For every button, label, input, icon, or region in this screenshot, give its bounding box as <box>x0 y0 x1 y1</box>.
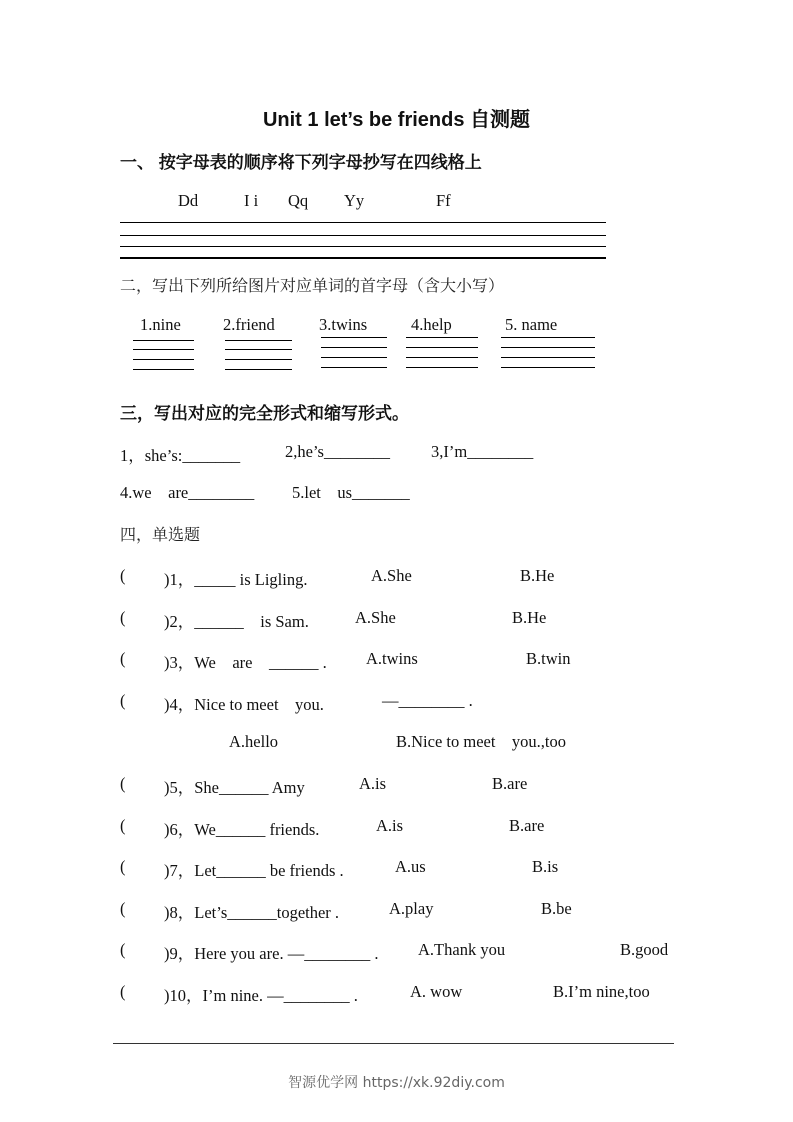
option-b: B.be <box>541 899 572 918</box>
option-a: A.Thank you <box>418 940 506 959</box>
question-stem: )9，Here you are. —________ . <box>164 944 379 963</box>
contraction-1: 1，she’s:_______ <box>120 446 241 465</box>
section1-heading: 一、 按字母表的顺序将下列字母抄写在四线格上 <box>120 153 482 172</box>
section4-heading: 四，单选题 <box>120 525 201 544</box>
word-help: 4.help <box>411 315 452 334</box>
word-nine: 1.nine <box>140 315 181 334</box>
option-b: B.are <box>509 816 545 835</box>
option-a: A.play <box>389 899 434 918</box>
option-a: A.twins <box>366 649 418 668</box>
question-stem: )4，Nice to meet you. <box>164 695 324 714</box>
option-b: B.He <box>512 608 547 627</box>
answer-paren: ( <box>120 649 126 668</box>
option-b: B.are <box>492 774 528 793</box>
section3-heading: 三，写出对应的完全形式和缩写形式。 <box>120 404 409 423</box>
word-friend: 2.friend <box>223 315 275 334</box>
answer-paren: ( <box>120 940 126 959</box>
option-a: A.hello <box>229 732 279 751</box>
word-name: 5. name <box>505 315 558 334</box>
letter-yy: Yy <box>344 191 365 210</box>
contraction-2: 2,he’s________ <box>285 442 390 461</box>
question-stem: )3，We are ______ . <box>164 653 327 672</box>
option-b: B.good <box>620 940 669 959</box>
question-stem: )6，We______ friends. <box>164 820 320 839</box>
question-stem: )2，______ is Sam. <box>164 612 309 631</box>
footer-watermark: 智源优学网 https://xk.92diy.com <box>288 1075 505 1091</box>
question-stem: )1，_____ is Ligling. <box>164 570 308 589</box>
option-b: B.I’m nine,too <box>553 982 650 1001</box>
contraction-4: 4.we are________ <box>120 483 255 502</box>
question-stem: )10，I’m nine. —________ . <box>164 986 358 1005</box>
footer-rule <box>113 1043 674 1044</box>
question-stem: )7，Let______ be friends . <box>164 861 344 880</box>
answer-paren: ( <box>120 899 126 918</box>
contraction-5: 5.let us_______ <box>292 483 410 502</box>
page-title: Unit 1 let’s be friends 自测题 <box>262 109 531 131</box>
letter-qq: Qq <box>288 191 309 210</box>
letter-dd: Dd <box>178 191 199 210</box>
option-b: B.Nice to meet you.,too <box>396 732 567 751</box>
question-stem: )8，Let’s______together . <box>164 903 340 922</box>
option-a: A.is <box>376 816 404 835</box>
answer-paren: ( <box>120 982 126 1001</box>
option-b: B.is <box>532 857 559 876</box>
contraction-3: 3,I’m________ <box>431 442 534 461</box>
response-blank: —________ . <box>382 691 473 710</box>
answer-paren: ( <box>120 566 126 585</box>
question-stem: )5，She______ Amy <box>164 778 305 797</box>
answer-paren: ( <box>120 816 126 835</box>
letter-ff: Ff <box>436 191 451 210</box>
answer-paren: ( <box>120 691 126 710</box>
answer-paren: ( <box>120 857 126 876</box>
option-a: A.is <box>359 774 387 793</box>
answer-paren: ( <box>120 774 126 793</box>
word-twins: 3.twins <box>319 315 368 334</box>
option-b: B.He <box>520 566 555 585</box>
section2-heading: 二，写出下列所给图片对应单词的首字母（含大小写） <box>120 276 505 295</box>
option-a: A. wow <box>410 982 463 1001</box>
option-a: A.She <box>355 608 396 627</box>
option-a: A.us <box>395 857 426 876</box>
option-a: A.She <box>371 566 412 585</box>
answer-paren: ( <box>120 608 126 627</box>
letter-ii: I i <box>244 191 259 210</box>
option-b: B.twin <box>526 649 571 668</box>
